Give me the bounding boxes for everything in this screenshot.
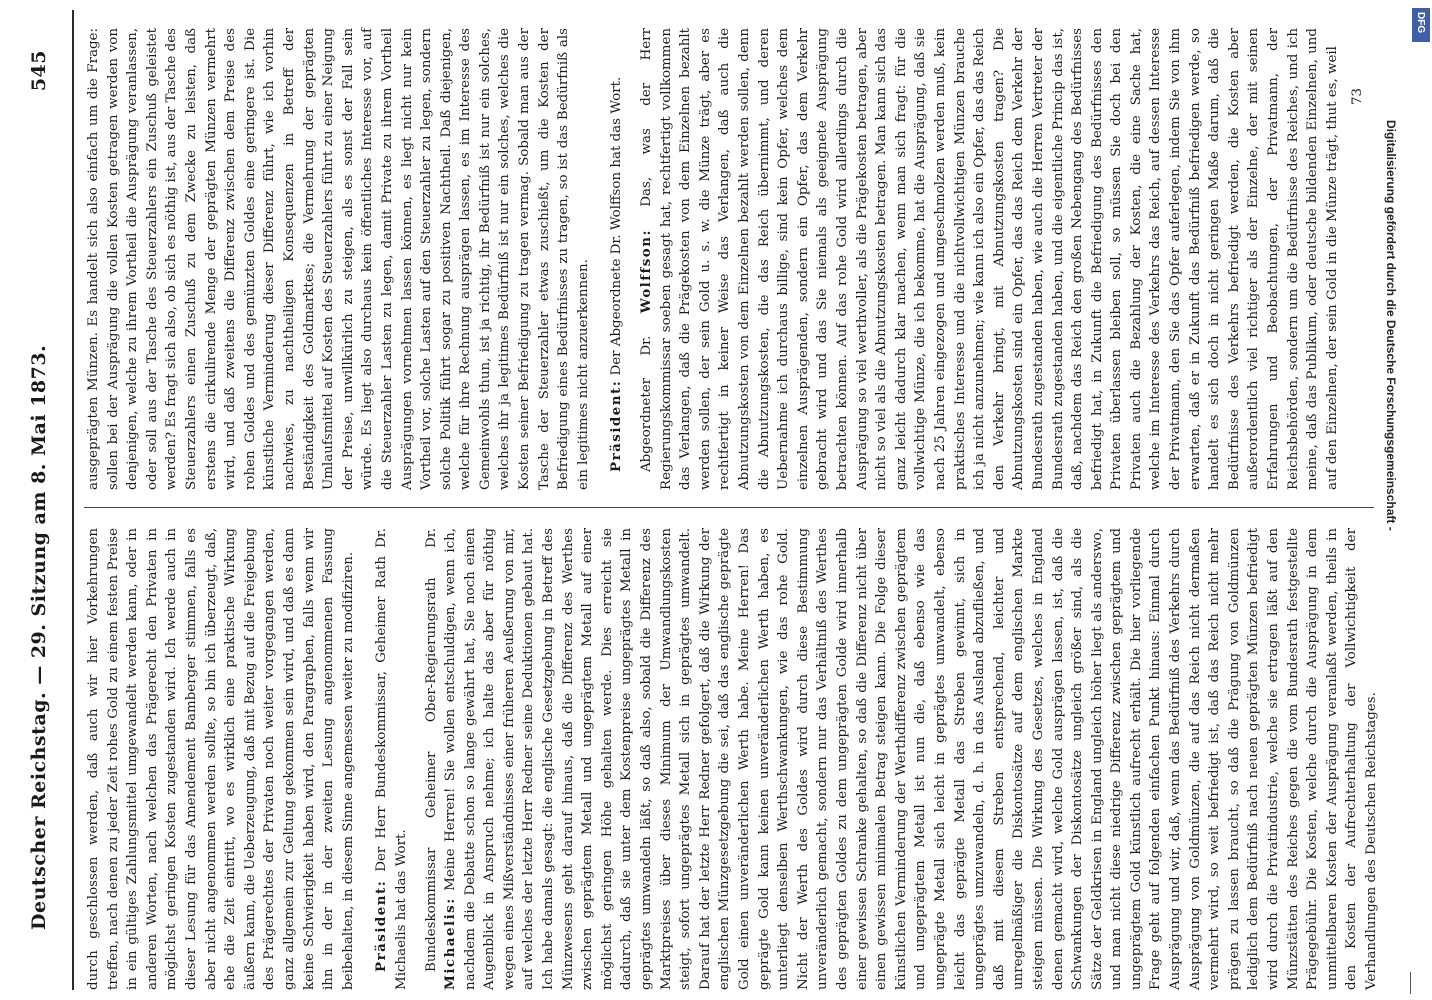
page-number: 545 (28, 50, 50, 92)
dfg-logo (1412, 8, 1430, 42)
page-header (20, 10, 60, 990)
speaker-title: Bundeskommissar Geheimer Ober-Regierungsrath Dr. (423, 528, 439, 972)
page-signature-mark: 73 (1350, 88, 1366, 106)
speaker-label: Präsident: (373, 879, 390, 972)
speaker-label: Michaelis: (442, 897, 459, 990)
announcement-text: Der Herr Bundeskommissar, Geheimer Rath Dr. Michaelis hat das Wort. (374, 528, 409, 990)
speech-intro (422, 528, 1382, 990)
paragraph: ausgeprägten Münzen. Es handelt sich also einfach um die Frage: sollen bei der Ausprägung die vollen Kosten getragen werden von denjenigen, welche zu ihrem Vortheil die Ausprägung veranlassen, oder soll aus der Tasche des Steuerzahlers ein Zuschuß geleistet werden? Es fragt sich also, ob sich es nöthig ist, aus der Tasche des Steuerzahlers einen Zuschuß zu dem Zwecke zu leisten, daß erstens die cirkulirende Menge der geprägten Münzen vermehrt wird, und daß zweitens die Differenz zwischen dem Preise des rohen Goldes und des gemünzten Goldes eine geringere ist. Die künstliche Verminderung dieser Differenz führt, wie ich vorhin nachwies, zu nachtheiligen Konsequenzen in Betreff der Beständigkeit des Goldmarktes; die Vermehrung der geprägten Umlaufsmittel auf Kosten des Steuerzahlers führt zu einer Neigung der Preise, unwillkürlich zu steigen, als es sonst der Fall sein würde. Es liegt also durchaus kein öffentliches Interesse vor, auf die Steuerzahler Lasten zu legen, damit Private zu ihrem Vortheil Ausprägungen vornehmen lassen können, es liegt nicht nur kein Vortheil vor, solche Lasten auf den Steuerzahler zu legen, sondern solche Politik führt sogar zu positiven Nachtheil. Daß diejenigen, welche für ihre Rechnung ausprägen lassen, es im Interesse des Gemeinwohls thun, ist ja richtig, ihr Bedürfniß ist nur ein solches, welches ihr ja legitimes Bedürfniß ist nur ein solches, welches die Kosten seiner Befriedigung zu tragen vermag. Sobald man aus der Tasche der Steuerzahler etwas zuschießt, um die Kosten der Befriedigung eines Bedürfnisses zu tragen, so ist das Bedürfniß als ein legitimes nicht anzuerkennen. (86, 28, 591, 490)
dfg-logo-text: DFG (1415, 12, 1426, 34)
speech-intro (637, 28, 1342, 490)
speaker-label: Präsident: (608, 379, 625, 472)
right-column (84, 28, 1381, 490)
running-title: Deutscher Reichstag. — 29. Sitzung am 8. Mai 1873. (28, 344, 50, 930)
column-divider (84, 507, 1374, 508)
scan-edge-mark (1410, 972, 1411, 994)
announcement-text: Der Abgeordnete Dr. Wolffson hat das Wort. (609, 76, 625, 376)
speaker-label: Wolffson: (638, 229, 655, 314)
left-column (84, 528, 1382, 990)
speech-text: Das, was der Herr Regierungskommissar soeben gesagt hat, rechtfertigt vollkommen das Verlangen, daß die Prägekosten von dem Einzelnen bezahlt werden sollen, der sein Gold u. s. w. die Münze trägt, aber es rechtfertigt in keiner Weise das Verlangen, daß auch die Abnutzungskosten von dem Einzelnen bezahlt werden sollen, denn die Abnutzungskosten, die das Reich übernimmt, und deren Uebernahme ich durchaus billige, sind kein Opfer, welches dem einzelnen Ausprägenden, sondern ein Opfer, das dem Verkehr gebracht wird und das Sie niemals als geeignete Ausprägung betrachten können. Auf das rohe Gold wird allerdings durch die Ausprägung so viel werthvoller, als die Prägekosten betragen, aber nicht so viel als die Abnutzungskosten betragen. Man kann sich das ganz leicht dadurch klar machen, wenn man sich fragt: für die vollwichtige Münze, die ich bekomme, hat die Ausprägung, daß sie nach 25 Jahren eingezogen und umgeschmolzen werden muß, kein praktisches Interesse und die nichtvollwichtigen Münzen brauche ich ja nicht anzunehmen; wie kann ich also ein Opfer, das das Reich den Verkehr bringt, mit Abnutzungskosten tragen? Die Abnutzungskosten sind ein Opfer, das das Reich dem Verkehr der Bundesrath zugestanden haben, wie auch die Herren Vertreter der Bundesrath zugestanden haben, und die eigentliche Princip das ist, daß, nachdem das Reich den großen Nebengang des Bedürfnisses befriedigt hat, in Zukunft die Befriedigung des Bedürfnisses den Privaten überlassen bleiben soll, so müssen Sie doch bei den Privaten auch die Bezahlung der Kosten, die eine Sache hat, welche im Interesse des Verkehrs das Reich, auf dessen Interesse der Privatmann, den Sie das Opfer auferlegen, indem Sie von ihm erwarten, daß er in Zukunft das Bedürfniß befriedigen werde, so handelt es sich doch in nicht geringen Maße darum, daß die Bedürfnisse des Verkehrs befriedigt werden, die Kosten aber außerordentlich viel richtiger als der Einzelne, der mit seinen Erfahrungen und Beobachtungen, der Privatmann, der Reichsbehörden, sondern um die Bedürfnisse des Reiches, und ich meine, daß das Publikum, oder deutsche bildenden Einzelnen, und auf den Einzelnen, der sein Gold in die Münze trägt, thut es, weil (639, 28, 1340, 490)
speech-text: Meine Herren! Sie wollen entschuldigen, wenn ich, nachdem die Debatte schon so lange gewährt hat, Sie noch einen Augenblick in Anspruch nehme; ich halte das aber für nöthig wegen eines Mißverständnisses einer früheren Aeußerung von mir, auf welches der letzte Herr Redner seine Deduktionen gebaut hat. Ich habe damals gesagt: die englische Gesetzgebung in Betreff des Münzwesens geht darauf hinaus, daß die Differenz des Werthes zwischen geprägtem Metall und ungeprägtem Metall auf einer möglichst geringen Höhe gehalten werde. Dies erreicht sie dadurch, daß sie unter dem Kostenpreise ungeprägtes Metall in geprägtes umwandeln läßt, so daß also, sobald die Differenz des Marktpreises über dieses Minimum der Umwandlungskosten steigt, sofort ungeprägtes Metall sich in geprägtes umwandelt. Darauf hat der letzte Herr Redner gefolgert, daß die Wirkung der englischen Münzgesetzgebung die sei, daß das englische geprägte Gold einen unveränderlichen Werth habe. Meine Herren! Das geprägte Gold kann keinen unveränderlichen Werth haben, es unterliegt denselben Werthschwankungen, wie das rohe Gold. Nicht der Werth des Goldes wird durch diese Bestimmung unveränderlich gemacht, sondern nur das Verhältniß des Werthes des geprägten Goldes zu dem ungeprägten Golde wird innerhalb einer gewissen Schranke gehalten, so daß die Differenz nicht über einen gewissen minimalen Betrag steigen kann. Die Folge dieser künstlichen Verminderung der Werthdifferenz zwischen geprägtem und ungeprägtem Metall ist nun die, daß ebenso wie das ungeprägte Metall sich leicht in geprägtes umwandelt, ebenso leicht das geprägte Metall das Streben gewinnt, sich in ungeprägtes umzuwandeln, d. h. in das Ausland abzufließen, und daß mit diesem Streben entsprechend, leichter und unregelmäßiger die Diskontosätze auf dem englischen Markte steigen müssen. Die Wirkung des Gesetzes, welches in England denen gemacht wird, welche Gold ausprägen lassen, ist, daß die Schwankungen der Diskontosätze ungleich größer sind, als die Sätze der Geldkrisen in England ungleich höher liegt als anderswo, und man nicht diese niedrige Differenz zwischen geprägtem und ungeprägtem Gold künstlich aufrecht erhält. Die hier vorliegende Frage geht auf folgenden einfachen Punkt hinaus: Einmal durch Ausprägung und wir, daß, wenn das Bedürfniß des Verkehrs durch Ausprägung von Goldmünzen, die auf das Reich nicht dermaßen vermehrt wird, so weit befriedigt ist, daß das Reich nicht mehr prägen zu lassen braucht, so daß die Prägung von Goldmünzen lediglich dem Bedürfniß nach neuen geprägten Münzen befriedigt wird durch die Privatindustrie, welche sie ertragen läßt auf den Münzstätten des Reiches gegen die vom Bundesrath festgestellte Prägegebühr. Die Kosten, welche durch die Ausprägung in dem unmittelbaren Kosten der Ausprägung veranlaßt werden, theils in den Kosten der Aufrechterhaltung der Vollwichtigkeit der Verhandlungen des Deutschen Reichstages. (443, 528, 1379, 990)
header-rule (72, 10, 74, 990)
president-announcement (372, 528, 411, 990)
document-page (20, 10, 1400, 990)
digitization-credit: Digitalisierung gefördert durch die Deutsche Forschungsgemeinschaft - (1384, 120, 1398, 531)
president-announcement (607, 28, 627, 490)
speaker-title: Abgeordneter Dr. (639, 335, 655, 472)
paragraph: durch geschlossen werden, daß auch wir hier Vorkehrungen treffen, nach denen zu jeder Zeit rohes Gold zu einem festen Preise in ein gültiges Zahlungsmittel umgewandelt werden kann, oder in anderen Worten, nach welchen das Prägerecht den Privaten in möglichst geringen Kosten zugestanden wird. Ich werde auch in dieser Lesung für das Amendement Bamberger stimmen, falls es aber nicht angenommen werden sollte, so bin ich überzeugt, daß, ehe die Zeit eintritt, wo es wirklich eine praktische Wirkung äußern kann, die Ueberzeugung, daß mit Bezug auf die Freigebung des Prägerechtes der Privaten noch weiter vorgegangen werden, ganz allgemein zur Geltung gekommen sein wird, und daß es dann keine Schwierigkeit haben wird, den Paragraphen, falls wenn wir ihn in der in der zweiten Lesung angenommenen Fassung beibehalten, in diesem Sinne angemessen weiter zu modifiziren. (86, 528, 356, 990)
